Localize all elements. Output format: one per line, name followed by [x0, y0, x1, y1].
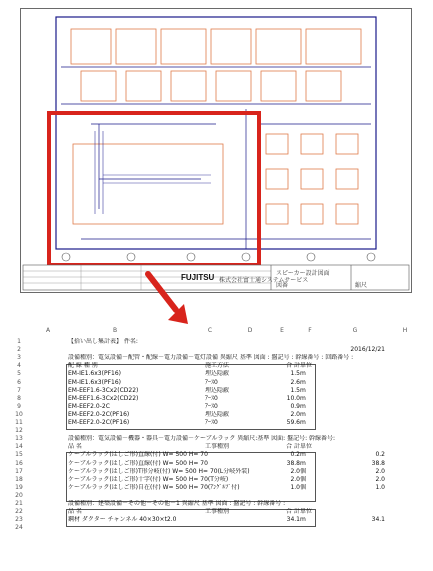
cell-f[interactable]: 単位	[300, 443, 313, 451]
table-row	[10, 460, 420, 468]
cell-e[interactable]: 2.0	[290, 467, 300, 475]
cell-e[interactable]: 合 計	[286, 362, 300, 370]
cell-e[interactable]: 0.9	[290, 402, 300, 410]
cell-b[interactable]: ケーブルラック(はしご形)直線(付) W= 500 H= 70	[68, 459, 208, 467]
cell-f[interactable]: 個	[300, 475, 307, 483]
table-row	[10, 516, 420, 524]
column-header-e[interactable]: E	[280, 327, 284, 334]
cell-e[interactable]: 2.0	[290, 475, 300, 483]
cell-b[interactable]: 設備種別：建築設備－その他－その他－1 異縮尺 基準 図面 : 盤記号 : 幹線番号 :	[68, 500, 286, 507]
cad-drawing-panel	[20, 8, 412, 293]
row-number[interactable]: 1	[17, 338, 21, 345]
cell-e[interactable]: 1.5	[290, 370, 300, 378]
red-arrow-icon	[140, 270, 200, 330]
cell-g[interactable]: 2016/12/21	[350, 346, 385, 354]
table-row	[10, 411, 420, 419]
cell-b[interactable]: 設備種別：電気設備－配管・配線－電力設備－電灯設備 異縮尺 基準 図面 : 盤記号 : 幹線番号 : 回路番号 :	[68, 354, 354, 362]
table-row	[10, 500, 420, 508]
cell-f[interactable]: m	[300, 386, 306, 394]
row-number[interactable]: 22	[15, 508, 23, 516]
company-name: 株式会社富士通システムサービス	[219, 277, 309, 284]
column-header-b[interactable]: B	[112, 327, 118, 334]
cell-g[interactable]: 38.8	[371, 459, 385, 467]
table-row	[10, 354, 420, 362]
cell-f[interactable]: m	[300, 516, 306, 524]
cell-e[interactable]: 59.6	[286, 419, 300, 426]
cell-b[interactable]: 品 名	[68, 508, 82, 516]
cell-f[interactable]: m	[300, 370, 306, 378]
row-number[interactable]: 19	[15, 483, 23, 491]
cell-d[interactable]: ｱｰｽ0	[205, 402, 218, 410]
row-number[interactable]: 9	[17, 402, 21, 410]
cell-f[interactable]: m	[300, 459, 306, 467]
cell-f[interactable]: m	[300, 402, 306, 410]
row-number[interactable]: 7	[17, 386, 21, 394]
row-number[interactable]: 14	[15, 443, 23, 451]
cell-g[interactable]: 34.1	[371, 516, 385, 524]
cell-f[interactable]: m	[300, 410, 306, 418]
column-header-h[interactable]: H	[402, 327, 408, 334]
table-row	[10, 435, 420, 443]
table-row	[10, 419, 420, 427]
cell-b[interactable]: ケーブルラック(はしご形)直線(付) W= 500 H= 70	[68, 451, 208, 459]
row-number[interactable]: 12	[15, 427, 23, 435]
row-number[interactable]: 21	[15, 500, 23, 507]
cell-b[interactable]: EM-EEF2.0-2C(PF16)	[68, 410, 130, 418]
cell-e[interactable]: 34.1	[286, 516, 300, 524]
table-row	[10, 346, 420, 354]
row-number[interactable]: 5	[17, 370, 21, 378]
cell-f[interactable]: m	[300, 451, 306, 459]
cell-b[interactable]: 鋼材 ダクター チャンネル 40×30×t2.0	[68, 516, 177, 524]
row-number[interactable]: 11	[15, 419, 23, 426]
table-row	[10, 508, 420, 516]
row-number[interactable]: 4	[17, 362, 21, 370]
row-number[interactable]: 13	[15, 435, 23, 443]
cell-d[interactable]: 工事種別	[205, 508, 230, 516]
cell-b[interactable]: 配 線 種 別	[68, 362, 98, 370]
column-header-d[interactable]: D	[247, 327, 253, 334]
field-label-scale: 縮尺	[355, 282, 368, 289]
table-row	[10, 379, 420, 387]
cell-d[interactable]: 工事種別	[205, 443, 230, 451]
cell-b[interactable]: ケーブルラック(はしご形)自在(付) W= 500 H= 70(ｱﾝｸﾞﾙﾌﾞ付)	[68, 483, 240, 491]
table-row	[10, 427, 420, 435]
field-label-drawing-number: 図番	[276, 282, 289, 289]
cell-b[interactable]: EM-EEF2.0-2C(PF16)	[68, 419, 130, 426]
floor-plan-drawing	[21, 9, 411, 292]
column-header-a[interactable]: A	[45, 327, 51, 334]
table-row	[10, 484, 420, 492]
cell-e[interactable]: 10.0	[286, 394, 300, 402]
cell-f[interactable]: 個	[300, 483, 307, 491]
row-number[interactable]: 8	[17, 394, 21, 402]
row-number[interactable]: 6	[17, 378, 21, 386]
cell-e[interactable]: 0.2	[290, 451, 300, 459]
cell-f[interactable]: m	[300, 378, 306, 386]
cell-f[interactable]: 単位	[300, 508, 313, 516]
cell-f[interactable]: m	[300, 394, 306, 402]
table-row	[10, 524, 420, 532]
table-row	[10, 403, 420, 411]
cell-d[interactable]: ｱｰｽ0	[205, 419, 218, 426]
cell-b[interactable]: EM-IE1.6x3(PF16)	[68, 378, 121, 386]
cell-g[interactable]: 1.0	[375, 483, 385, 491]
cell-e[interactable]: 2.0	[290, 410, 300, 418]
column-header-c[interactable]: C	[207, 327, 213, 334]
row-number[interactable]: 18	[15, 475, 23, 483]
cell-d[interactable]: ｱｰｽ0	[205, 394, 218, 402]
cell-d[interactable]: 施工方法	[205, 362, 230, 370]
cell-f[interactable]: 個	[300, 467, 307, 475]
cell-b[interactable]: EM-EEF1.6-3Cx2(CD22)	[68, 386, 139, 394]
cell-g[interactable]: 2.0	[375, 467, 385, 475]
cell-b[interactable]: ケーブルラック(はしご形)T形分岐(付) W= 500 H= 70(L分岐外装)	[68, 467, 250, 475]
cell-g[interactable]: 0.2	[375, 451, 385, 459]
table-row	[10, 492, 420, 500]
row-number[interactable]: 15	[15, 451, 23, 459]
cell-d[interactable]: ｱｰｽ0	[205, 378, 218, 386]
row-number[interactable]: 10	[15, 410, 23, 418]
row-number[interactable]: 23	[15, 516, 23, 524]
cell-f[interactable]: 単位	[300, 362, 313, 370]
cell-f[interactable]: m	[300, 419, 306, 426]
cell-b[interactable]: 品 名	[68, 443, 82, 451]
table-row	[10, 395, 420, 403]
cell-d[interactable]: 埋込隠蔽	[205, 410, 230, 418]
spreadsheet	[10, 327, 420, 567]
cell-b[interactable]: 【拾い出し集計表】 件名:	[68, 338, 138, 345]
row-number[interactable]: 3	[17, 354, 21, 362]
cell-b[interactable]: ケーブルラック(はしご形)十字(付) W= 500 H= 70(T分岐)	[68, 475, 229, 483]
row-number[interactable]: 16	[15, 459, 23, 467]
table-row	[10, 443, 420, 451]
table-row	[10, 387, 420, 395]
cell-e[interactable]: 1.0	[290, 483, 300, 491]
cell-g[interactable]: 2.0	[375, 475, 385, 483]
row-number[interactable]: 24	[15, 524, 23, 532]
row-number[interactable]: 17	[15, 467, 23, 475]
cell-e[interactable]: 合 計	[286, 443, 300, 451]
cell-b[interactable]: EM-EEF1.6-3Cx2(CD22)	[68, 394, 139, 402]
cell-d[interactable]: 埋込隠蔽	[205, 370, 230, 378]
table-row	[10, 451, 420, 459]
cell-d[interactable]: 埋込隠蔽	[205, 386, 230, 394]
row-number[interactable]: 2	[17, 346, 21, 354]
cell-e[interactable]: 合 計	[286, 508, 300, 516]
table-row	[10, 370, 420, 378]
cell-b[interactable]: 設備種別：電気設備－機器・器具－電力設備－ケーブルラック 異縮尺:基準 図面: 盤記号: 幹線番号:	[68, 435, 336, 443]
cell-b[interactable]: EM-IE1.6x3(PF16)	[68, 370, 121, 378]
cell-e[interactable]: 1.5	[290, 386, 300, 394]
fujitsu-logo: FUJITSU	[181, 273, 215, 282]
row-number[interactable]: 20	[15, 491, 23, 499]
table-row	[10, 476, 420, 484]
cell-b[interactable]: EM-EEF2.0-2C	[68, 402, 110, 410]
column-header-f[interactable]: F	[308, 327, 312, 334]
drawing-title: スピーカー設計図面	[276, 270, 330, 277]
cell-e[interactable]: 38.8	[286, 459, 300, 467]
table-row	[10, 362, 420, 370]
column-header-g[interactable]: G	[352, 327, 358, 334]
table-row	[10, 338, 420, 346]
table-row	[10, 468, 420, 476]
cell-e[interactable]: 2.6	[290, 378, 300, 386]
